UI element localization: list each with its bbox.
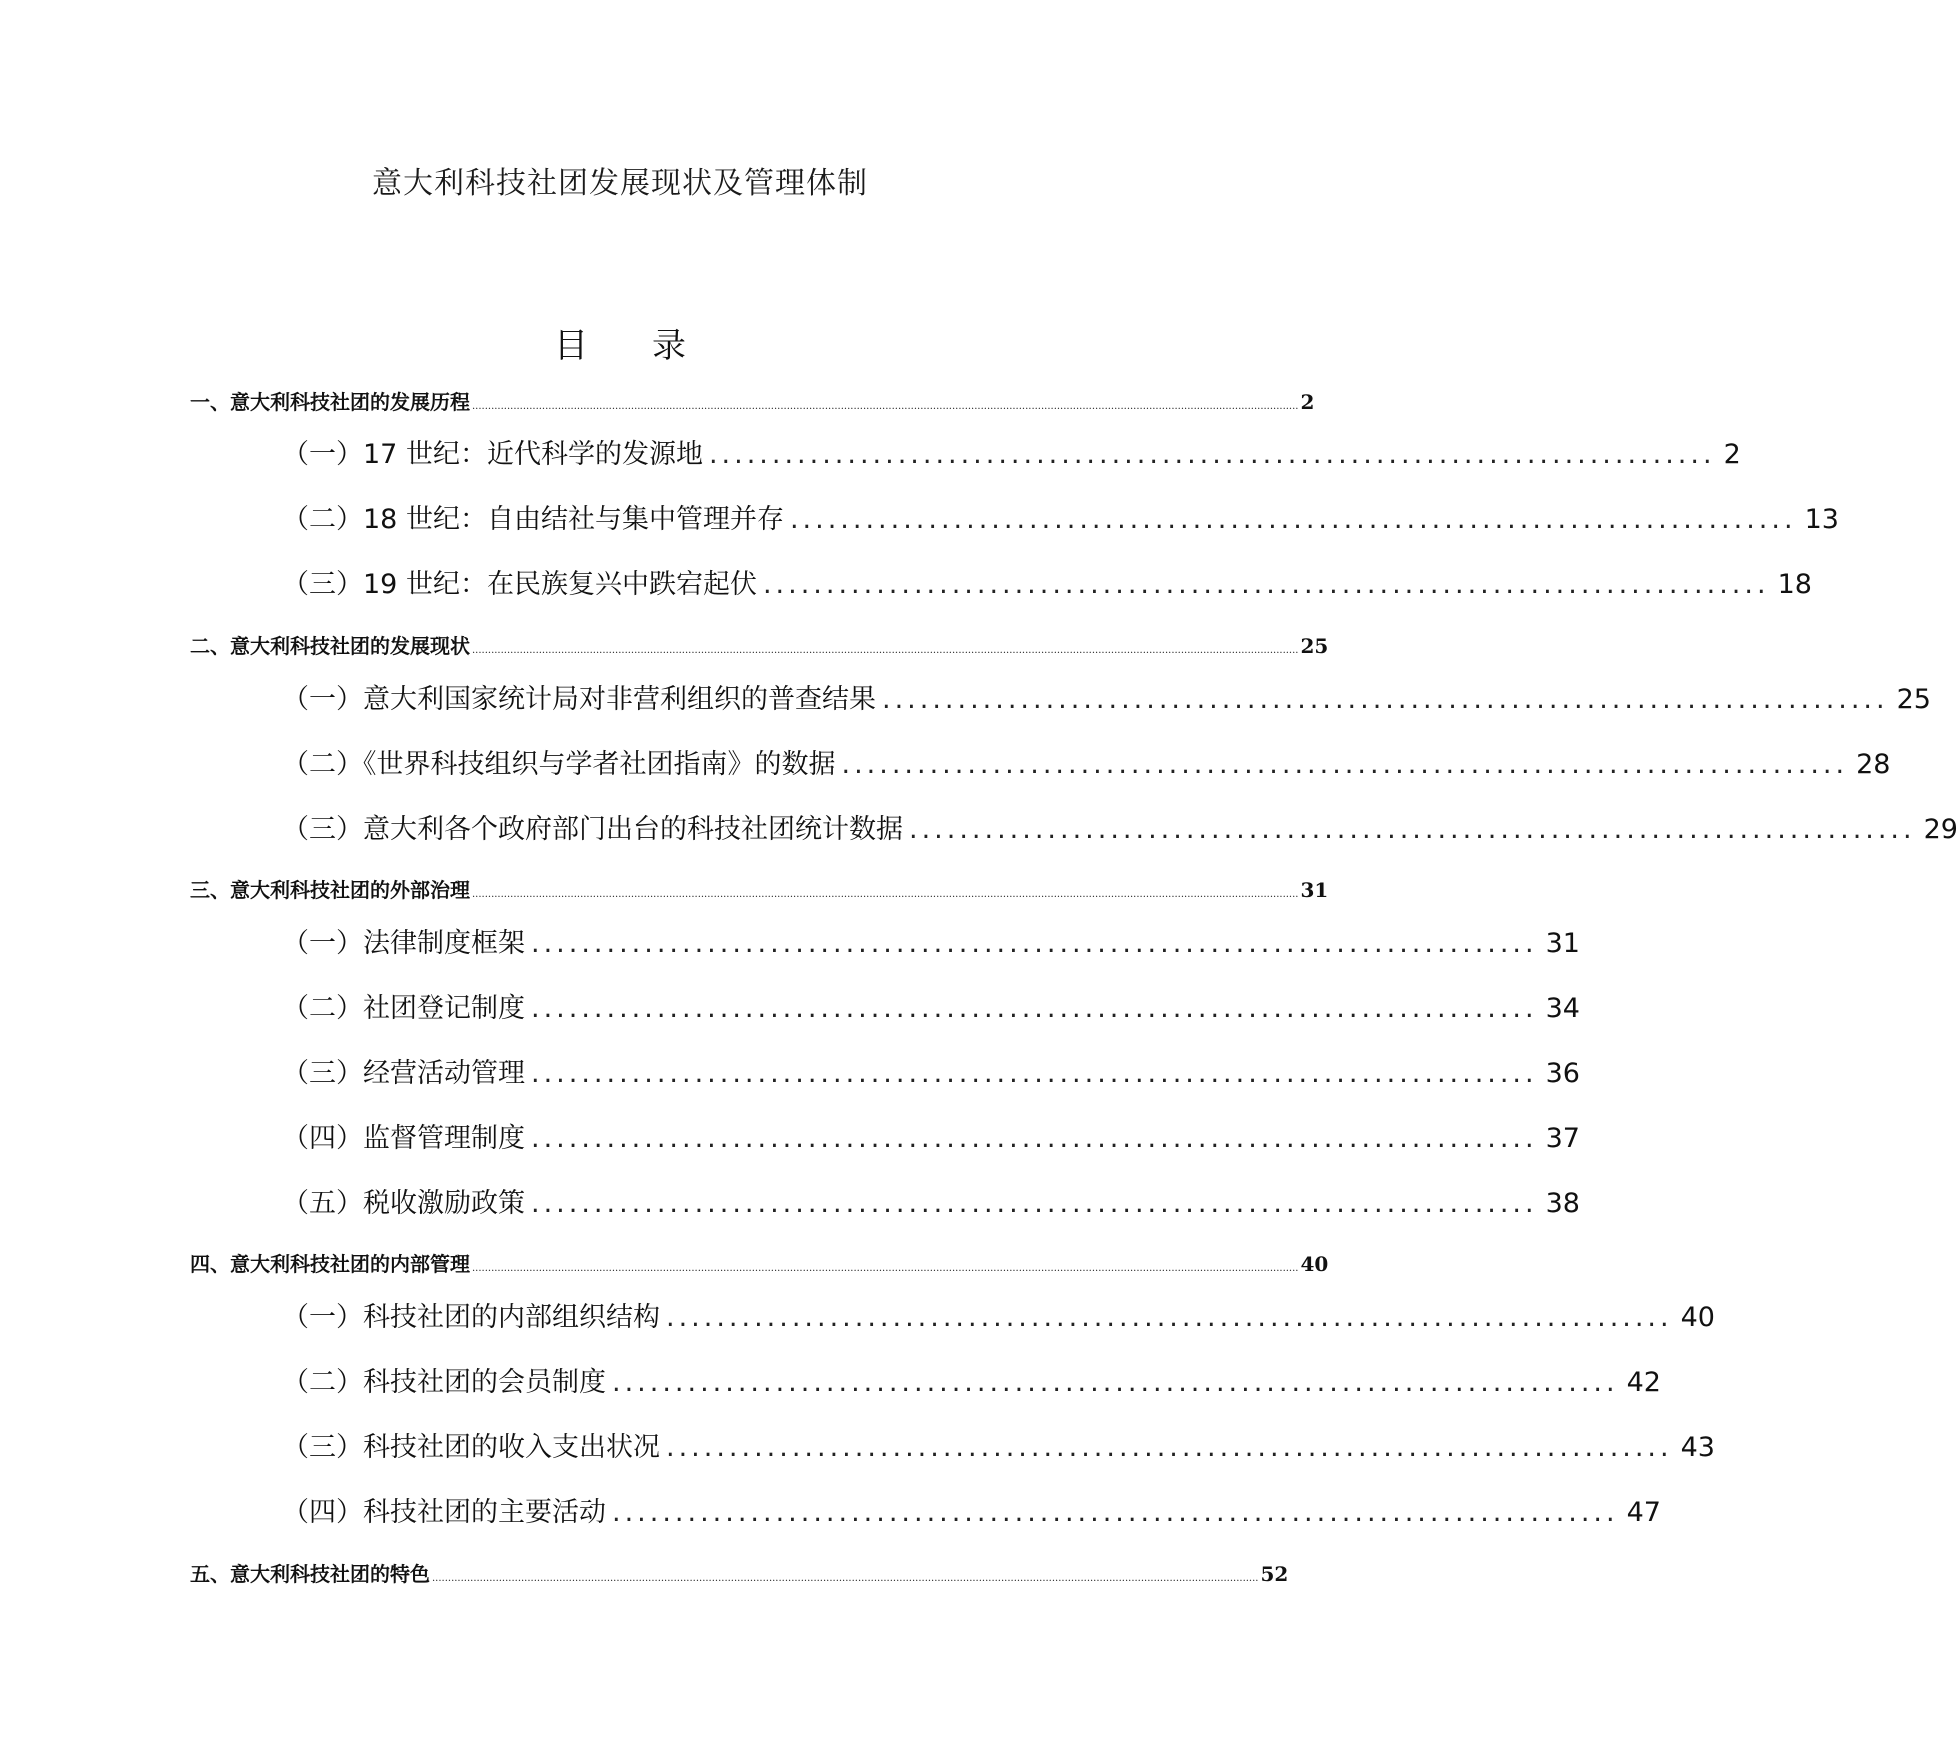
toc-entry-label: （四）科技社团的主要活动: [282, 1497, 606, 1528]
toc-leader: ................................................................................: [666, 1432, 1673, 1463]
toc-leader: ....................................................................................................................................................................................................................................................................: [472, 645, 1299, 656]
toc-entry-label: （二）科技社团的会员制度: [282, 1367, 606, 1398]
toc-heading: [0, 318, 1240, 367]
toc-leader: ................................................................................: [909, 814, 1916, 845]
toc-entry-page: 40: [1300, 1252, 1329, 1276]
toc-entry-level2[interactable]: [282, 1181, 1580, 1221]
toc-entry-level2[interactable]: [282, 1490, 1661, 1530]
toc-leader: ................................................................................: [841, 749, 1849, 780]
toc-entry-page: 28: [1856, 749, 1891, 780]
toc-leader: ................................................................................: [531, 1188, 1538, 1219]
toc-entry-page: 13: [1804, 504, 1839, 535]
toc-entry-page: 25: [1896, 684, 1931, 715]
toc-entry-label: （三）19 世纪：在民族复兴中跌宕起伏: [282, 569, 757, 600]
toc-entry-label: （一）17 世纪：近代科学的发源地: [282, 439, 703, 470]
toc-entry-label: （二）《世界科技组织与学者社团指南》的数据: [282, 749, 836, 780]
toc-leader: ................................................................................: [612, 1367, 1619, 1398]
document-title: 意大利科技社团发展现状及管理体制: [372, 166, 868, 201]
toc-entry-level1[interactable]: [190, 874, 1329, 902]
toc-entry-page: 36: [1545, 1058, 1580, 1089]
toc-entry-label: （三）科技社团的收入支出状况: [282, 1432, 660, 1463]
toc-entry-level1[interactable]: [190, 386, 1315, 414]
toc-entry-label: 二、意大利科技社团的发展现状: [190, 634, 470, 658]
toc-entry-level2[interactable]: [282, 986, 1580, 1026]
toc-leader: ................................................................................: [531, 1058, 1538, 1089]
toc-entry-label: （二）18 世纪：自由结社与集中管理并存: [282, 504, 784, 535]
toc-leader: ................................................................................: [531, 993, 1538, 1024]
toc-entry-page: 18: [1777, 569, 1812, 600]
toc-entry-page: 52: [1260, 1562, 1289, 1586]
toc-entry-level2[interactable]: [282, 742, 1891, 782]
toc-entry-level2[interactable]: [282, 1295, 1715, 1335]
toc-leader: ................................................................................: [762, 569, 1770, 600]
toc-entry-level2[interactable]: [282, 921, 1580, 961]
toc-entry-page: 47: [1626, 1497, 1661, 1528]
toc-entry-level1[interactable]: [190, 630, 1329, 658]
toc-entry-page: 34: [1545, 993, 1580, 1024]
toc-leader: ....................................................................................................................................................................................................................................................................: [432, 1573, 1259, 1584]
toc-leader: ....................................................................................................................................................................................................................................................................: [472, 1263, 1299, 1274]
toc-entry-level2[interactable]: [282, 1360, 1661, 1400]
toc-leader: ................................................................................: [789, 504, 1797, 535]
toc-entry-label: 三、意大利科技社团的外部治理: [190, 878, 470, 902]
toc-leader: ................................................................................: [882, 684, 1889, 715]
toc-entry-level2[interactable]: [282, 1425, 1715, 1465]
toc-entry-page: 40: [1680, 1302, 1715, 1333]
toc-leader: ....................................................................................................................................................................................................................................................................: [472, 889, 1299, 900]
toc-entry-level2[interactable]: [282, 432, 1741, 472]
toc-entry-level2[interactable]: [282, 677, 1931, 717]
toc-entry-page: 25: [1300, 634, 1329, 658]
toc-entry-level2[interactable]: [282, 807, 1958, 847]
toc-entry-page: 43: [1680, 1432, 1715, 1463]
toc-entry-page: 31: [1545, 928, 1580, 959]
toc-entry-page: 2: [1300, 390, 1315, 414]
toc-leader: ....................................................................................................................................................................................................................................................................: [472, 401, 1299, 412]
toc-entry-level2[interactable]: [282, 1116, 1580, 1156]
toc-entry-level2[interactable]: [282, 497, 1839, 537]
toc-leader: ................................................................................: [666, 1302, 1673, 1333]
toc-entry-label: （一）科技社团的内部组织结构: [282, 1302, 660, 1333]
toc-entry-level1[interactable]: [190, 1558, 1289, 1586]
toc-leader: ................................................................................: [531, 1123, 1538, 1154]
toc-entry-label: 四、意大利科技社团的内部管理: [190, 1252, 470, 1276]
toc-entry-level2[interactable]: [282, 1051, 1580, 1091]
toc-entry-level1[interactable]: [190, 1248, 1329, 1276]
toc-entry-page: 38: [1545, 1188, 1580, 1219]
toc-entry-label: （五）税收激励政策: [282, 1188, 525, 1219]
toc-entry-label: 五、意大利科技社团的特色: [190, 1562, 430, 1586]
toc-leader: ................................................................................: [708, 439, 1716, 470]
toc-entry-page: 2: [1723, 439, 1741, 470]
toc-entry-label: （二）社团登记制度: [282, 993, 525, 1024]
toc-entry-page: 42: [1626, 1367, 1661, 1398]
toc-entry-page: 29: [1923, 814, 1958, 845]
toc-leader: ................................................................................: [612, 1497, 1619, 1528]
toc-entry-label: （一）法律制度框架: [282, 928, 525, 959]
toc-entry-page: 37: [1545, 1123, 1580, 1154]
toc-entry-label: （三）经营活动管理: [282, 1058, 525, 1089]
toc-entry-page: 31: [1300, 878, 1329, 902]
toc-entry-label: （三）意大利各个政府部门出台的科技社团统计数据: [282, 814, 903, 845]
toc-heading-left: 目: [554, 326, 588, 366]
toc-entry-level2[interactable]: [282, 562, 1812, 602]
toc-entry-label: （一）意大利国家统计局对非营利组织的普查结果: [282, 684, 876, 715]
toc-leader: ................................................................................: [531, 928, 1538, 959]
toc-heading-right: 录: [652, 326, 686, 366]
toc-entry-label: 一、意大利科技社团的发展历程: [190, 390, 470, 414]
toc-entry-label: （四）监督管理制度: [282, 1123, 525, 1154]
